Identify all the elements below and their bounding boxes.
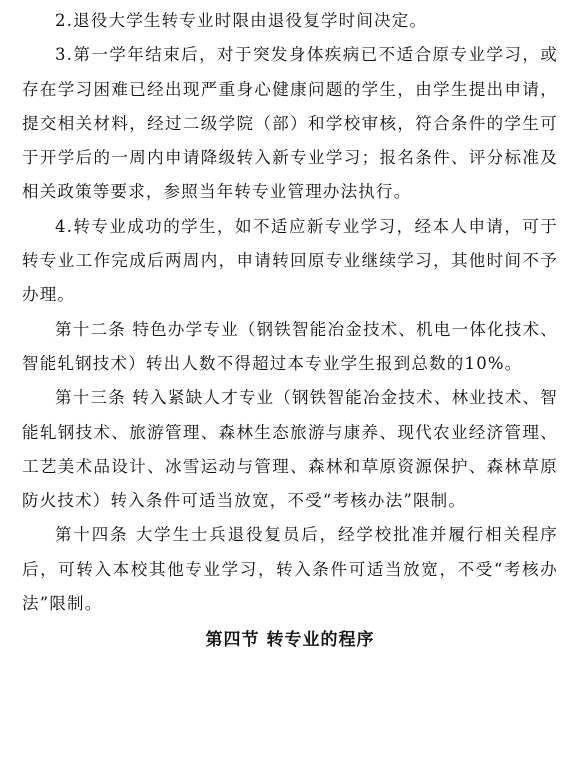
article-14 <box>22 518 558 621</box>
paragraph-item-3 <box>22 38 558 209</box>
article-number: 第十四条 <box>55 525 129 545</box>
article-12 <box>22 313 558 382</box>
article-number: 第十三条 <box>55 388 126 408</box>
paragraph-text: 3.第一学年结束后，对于突发身体疾病已不适合原专业学习，或存在学习困难已经出现严重身心健康问题的学生，由学生提出申请，提交相关材料，经过二级学院（部）和学校审核，符合条件的学生可于开学后的一周内申请降级转入新专业学习；报名条件、评分标准及相关政策等要求，参照当年转专业管理办法执行。 <box>22 45 558 202</box>
section-heading: 第四节 转专业的程序 <box>205 630 375 651</box>
article-text: 转入紧缺人才专业（钢铁智能冶金技术、林业技术、智能轧钢技术、旅游管理、森林生态旅游与康养、现代农业经济管理、工艺美术品设计、冰雪运动与管理、森林和草原资源保护、森林草原防火技术）转入条件可适当放宽，不受“考核办法”限制。 <box>22 388 558 511</box>
article-text: 特色办学专业（钢铁智能冶金技术、机电一体化技术、智能轧钢技术）转出人数不得超过本专业学生报到总数的10%。 <box>22 319 558 373</box>
paragraph-item-4 <box>22 210 558 313</box>
paragraph-text: 4.转专业成功的学生，如不适应新专业学习，经本人申请，可于转专业工作完成后两周内，申请转回原专业继续学习，其他时间不予办理。 <box>22 216 558 305</box>
paragraph-text: 2.退役大学生转专业时限由退役复学时间决定。 <box>55 11 428 30</box>
article-text: 大学生士兵退役复员后，经学校批准并履行相关程序后，可转入本校其他专业学习，转入条件可适当放宽，不受“考核办法”限制。 <box>22 525 558 614</box>
paragraph-item-2 <box>22 4 558 38</box>
article-number: 第十二条 <box>55 319 126 339</box>
article-13 <box>22 381 558 518</box>
